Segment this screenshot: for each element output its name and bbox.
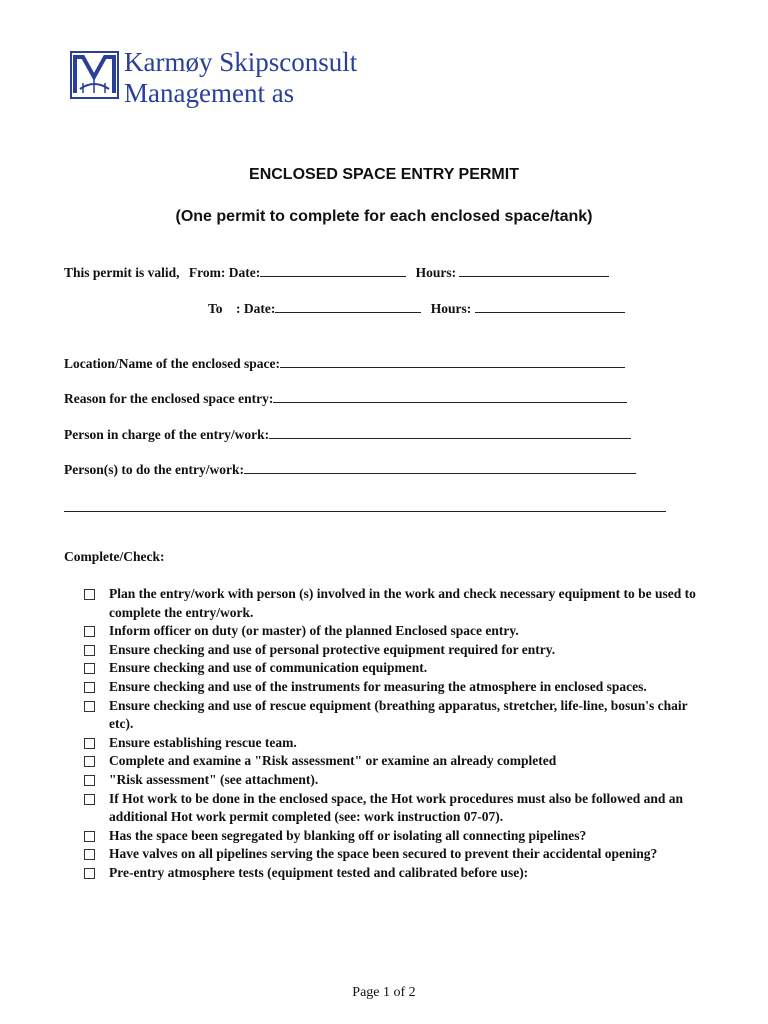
checklist-item xyxy=(84,752,704,771)
reason-row xyxy=(64,389,627,407)
page-number: Page 1 of 2 xyxy=(352,985,416,1000)
checklist-item-text: Ensure checking and use of communication equipment. xyxy=(109,660,428,676)
to-hours-field[interactable] xyxy=(475,299,625,313)
validity-to-row xyxy=(208,299,625,317)
checklist-item-text: Ensure checking and use of rescue equipment (breathing apparatus, stretcher, life-line, bosun's chair etc). xyxy=(109,697,688,732)
logo-text xyxy=(124,47,357,109)
document-title: ENCLOSED SPACE ENTRY PERMIT xyxy=(249,166,519,183)
checklist-item xyxy=(84,678,704,697)
location-field[interactable] xyxy=(280,354,625,368)
logo-mark-icon xyxy=(70,47,120,101)
checkbox[interactable] xyxy=(84,589,95,600)
checklist-item xyxy=(84,697,704,734)
checklist-item-text: Have valves on all pipelines serving the space been secured to prevent their accidental opening? xyxy=(109,846,658,862)
checklist-item-text: Pre-entry atmosphere tests (equipment tested and calibrated before use): xyxy=(109,864,529,880)
checklist-item xyxy=(84,585,704,622)
checkbox[interactable] xyxy=(84,831,95,842)
checkbox[interactable] xyxy=(84,663,95,674)
person-in-charge-label: Person in charge of the entry/work: xyxy=(64,427,270,442)
checklist-item-text: Complete and examine a "Risk assessment" or examine an already completed xyxy=(109,753,557,769)
checklist xyxy=(84,585,704,883)
checklist-item xyxy=(84,622,704,641)
checkbox[interactable] xyxy=(84,645,95,656)
logo-line-2: Management as xyxy=(124,78,295,108)
checklist-item-text: Has the space been segregated by blanking off or isolating all connecting pipelines? xyxy=(109,827,587,843)
checklist-item xyxy=(84,790,704,827)
person-in-charge-row xyxy=(64,425,631,443)
checkbox[interactable] xyxy=(84,682,95,693)
checklist-item xyxy=(84,734,704,753)
checkbox[interactable] xyxy=(84,794,95,805)
checkbox[interactable] xyxy=(84,868,95,879)
checklist-item xyxy=(84,659,704,678)
persons-entry-field[interactable] xyxy=(244,460,636,474)
checkbox[interactable] xyxy=(84,626,95,637)
checklist-item-text: Plan the entry/work with person (s) involved in the work and check necessary equipment to be used to complete the entry/work. xyxy=(109,586,696,620)
logo-line-1: Karmøy Skipsconsult xyxy=(124,47,358,77)
location-row xyxy=(64,354,625,372)
persons-entry-continuation-line[interactable] xyxy=(64,511,666,512)
person-in-charge-field[interactable] xyxy=(269,425,631,439)
checklist-item-text: "Risk assessment" (see attachment). xyxy=(109,771,319,787)
checklist-item xyxy=(84,827,704,846)
validity-from-row xyxy=(64,263,609,281)
to-date-label: To : Date: xyxy=(208,301,276,316)
checklist-item xyxy=(84,845,704,864)
from-date-field[interactable] xyxy=(260,263,406,277)
validity-intro: This permit is valid, xyxy=(64,265,180,280)
checkbox[interactable] xyxy=(84,738,95,749)
checkbox[interactable] xyxy=(84,775,95,786)
from-hours-field[interactable] xyxy=(459,263,609,277)
from-date-label: From: Date: xyxy=(188,265,261,280)
checklist-item-text: Ensure checking and use of the instruments for measuring the atmosphere in enclosed spaces. xyxy=(109,678,647,694)
checklist-item-text: If Hot work to be done in the enclosed space, the Hot work procedures must also be followed and an additional Hot work permit completed (see: work instruction 07-07). xyxy=(109,790,684,825)
persons-entry-label: Person(s) to do the entry/work: xyxy=(64,462,244,477)
checkbox[interactable] xyxy=(84,849,95,860)
company-logo xyxy=(70,47,357,109)
persons-entry-row xyxy=(64,460,636,478)
checklist-item-text: Ensure checking and use of personal protective equipment required for entry. xyxy=(109,641,556,657)
checklist-item-text: Inform officer on duty (or master) of the planned Enclosed space entry. xyxy=(109,623,519,639)
checkbox[interactable] xyxy=(84,756,95,767)
checklist-item-text: Ensure establishing rescue team. xyxy=(109,734,297,750)
complete-check-heading: Complete/Check: xyxy=(64,549,165,564)
checklist-item xyxy=(84,641,704,660)
reason-label: Reason for the enclosed space entry: xyxy=(64,391,274,406)
checkbox[interactable] xyxy=(84,701,95,712)
checklist-item xyxy=(84,864,704,883)
document-subtitle: (One permit to complete for each enclosed space/tank) xyxy=(175,208,593,225)
checklist-item xyxy=(84,771,704,790)
location-label: Location/Name of the enclosed space: xyxy=(64,356,280,371)
reason-field[interactable] xyxy=(273,389,627,403)
to-hours-label: Hours: xyxy=(430,301,472,316)
to-date-field[interactable] xyxy=(275,299,421,313)
from-hours-label: Hours: xyxy=(415,265,457,280)
